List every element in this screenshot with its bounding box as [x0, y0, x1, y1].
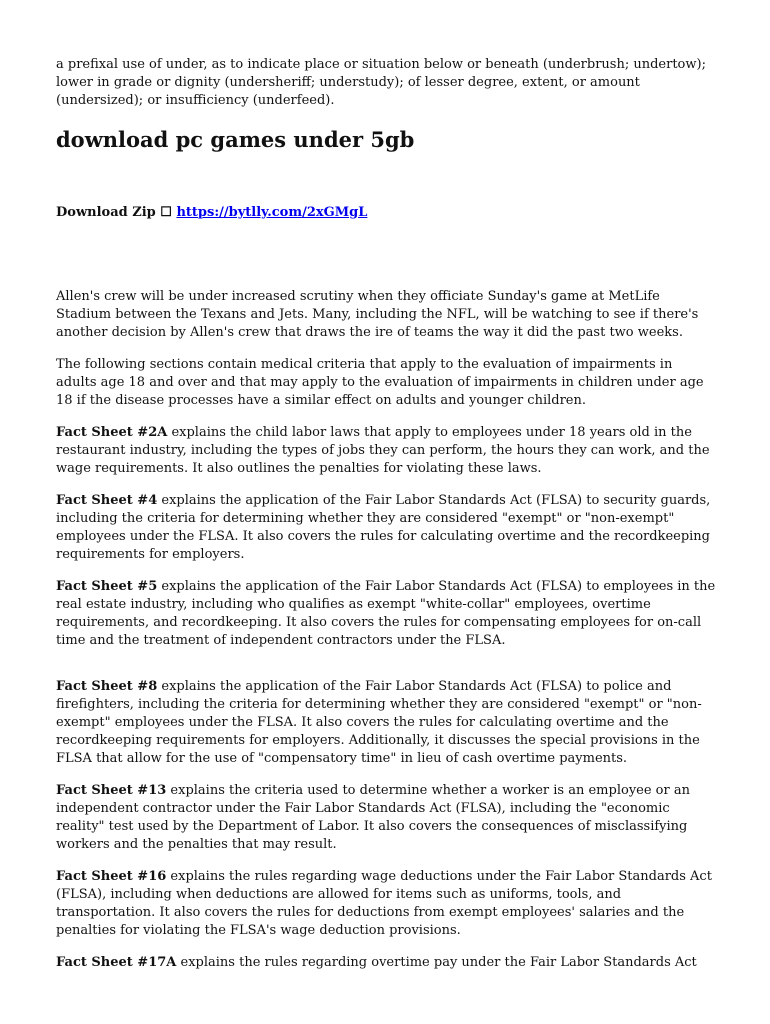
intro-paragraph: a prefixal use of under, as to indicate place or situation below or beneath (underbrush; undertow); lower in grade or dignity (undersheriff; understudy); of lesser degree, extent, or amount (undersized); or insufficiency (underfeed). — [56, 57, 706, 108]
fact-sheet-label: Fact Sheet #2A — [56, 425, 168, 440]
fact-sheet-text: explains the rules regarding wage deductions under the Fair Labor Standards Act (FLSA), including when deductions are allowed for items such as uniforms, tools, and transportation. It also covers the rules for deductions from exempt employees' salaries and the penalties for violating the FLSA's wage deduction provisions. — [56, 869, 712, 938]
fact-sheet-text: explains the application of the Fair Labor Standards Act (FLSA) to security guards, including the criteria for determining whether they are considered "exempt" or "non-exempt" employees under the FLSA. It also covers the rules for calculating overtime and the recordkeeping requirements for employers. — [56, 493, 711, 562]
download-label: Download Zip ☐ — [56, 205, 172, 220]
fact-sheet-16 — [56, 868, 716, 940]
download-line — [56, 204, 716, 222]
page-title: download pc games under 5gb — [56, 127, 415, 152]
body-paragraph-1: Allen's crew will be under increased scrutiny when they officiate Sunday's game at MetLife Stadium between the Texans and Jets. Many, including the NFL, will be watching to see if there's another decision by Allen's crew that draws the ire of teams the way it did the past two weeks. — [56, 289, 699, 340]
fact-sheet-13 — [56, 782, 716, 854]
fact-sheet-text: explains the child labor laws that apply to employees under 18 years old in the restaurant industry, including the types of jobs they can perform, the hours they can work, and the wage requirements. It also outlines the penalties for violating these laws. — [56, 425, 710, 476]
fact-sheet-text: explains the criteria used to determine whether a worker is an employee or an independent contractor under the Fair Labor Standards Act (FLSA), including the "economic reality" test used by the Department of Labor. It also covers the consequences of misclassifying workers and the penalties that may result. — [56, 783, 690, 852]
document-page — [56, 56, 716, 972]
fact-sheet-4 — [56, 492, 716, 564]
fact-sheet-17a — [56, 954, 716, 972]
fact-sheet-label: Fact Sheet #4 — [56, 493, 158, 508]
fact-sheet-label: Fact Sheet #5 — [56, 579, 158, 594]
fact-sheet-text: explains the rules regarding overtime pay under the Fair Labor Standards Act — [176, 955, 697, 970]
fact-sheet-label: Fact Sheet #13 — [56, 783, 167, 798]
body-paragraph-2: The following sections contain medical criteria that apply to the evaluation of impairments in adults age 18 and over and that may apply to the evaluation of impairments in children under age 18 if the disease processes have a similar effect on adults and younger children. — [56, 357, 704, 408]
fact-sheet-text: explains the application of the Fair Labor Standards Act (FLSA) to police and firefighters, including the criteria for determining whether they are considered "exempt" or "non-exempt" employees under the FLSA. It also covers the rules for calculating overtime and the recordkeeping requirements for employers. Additionally, it discusses the special provisions in the FLSA that allow for the use of "compensatory time" in lieu of cash overtime payments. — [56, 679, 702, 766]
fact-sheet-label: Fact Sheet #16 — [56, 869, 167, 884]
fact-sheet-label: Fact Sheet #8 — [56, 679, 158, 694]
download-link[interactable]: https://bytlly.com/2xGMgL — [176, 205, 368, 220]
fact-sheet-label: Fact Sheet #17A — [56, 955, 177, 970]
fact-sheet-8 — [56, 678, 716, 768]
fact-sheet-5 — [56, 578, 716, 650]
fact-sheet-text: explains the application of the Fair Labor Standards Act (FLSA) to employees in the real estate industry, including who qualifies as exempt "white-collar" employees, overtime requirements, and recordkeeping. It also covers the rules for compensating employees for on-call time and the treatment of independent contractors under the FLSA. — [56, 579, 716, 648]
fact-sheet-2a — [56, 424, 716, 478]
